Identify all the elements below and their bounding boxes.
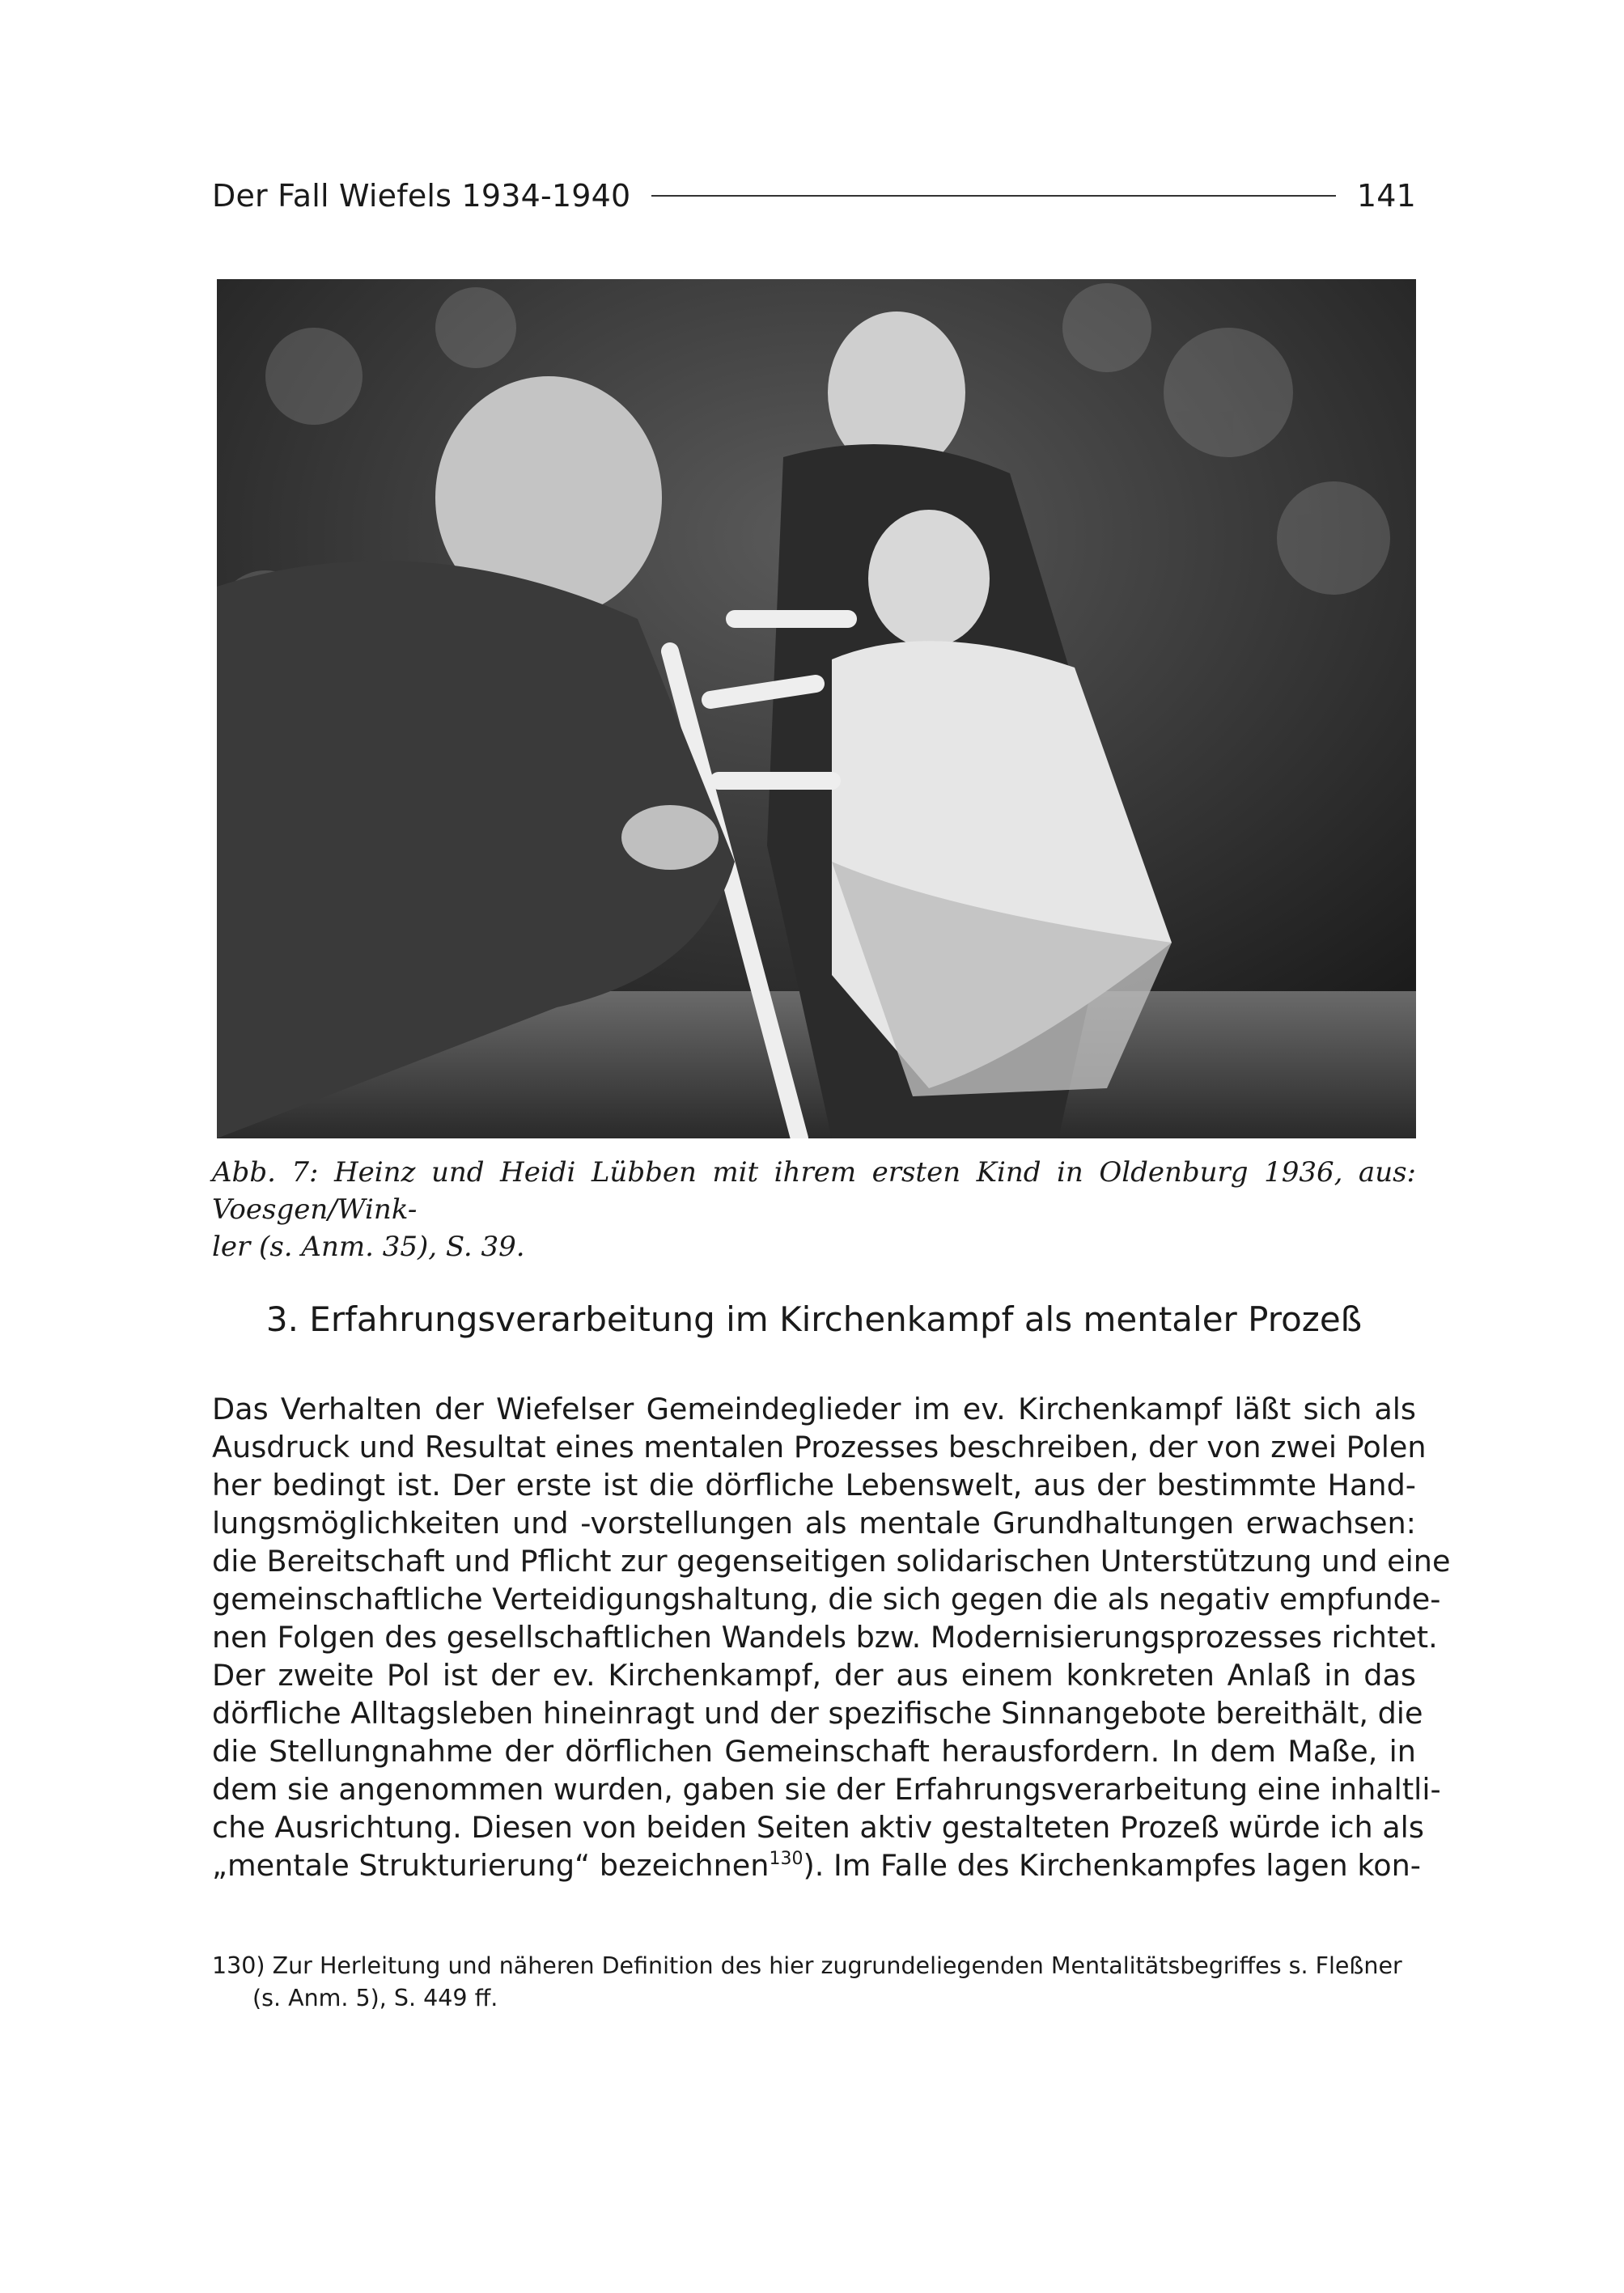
body-line: gemeinschaftliche Verteidigungshaltung, die sich gegen die als negativ empfunde-: [212, 1582, 1441, 1617]
body-line: Ausdruck und Resultat eines mentalen Prozesses beschreiben, der von zwei Polen: [212, 1430, 1427, 1464]
footnote: [212, 1950, 1416, 2015]
family-photograph: [217, 279, 1416, 1138]
figure-caption-line-2: ler (s. Anm. 35), S. 39.: [212, 1231, 525, 1263]
body-line: dörfliche Alltagsleben hineinragt und der spezifische Sinnangebote bereithält, die: [212, 1696, 1423, 1731]
footnote-line-1: 130) Zur Herleitung und näheren Definition des hier zugrundeliegenden Mentalitätsbegriffes s. Fleßner: [212, 1952, 1402, 1979]
section-heading: 3. Erfahrungsverarbeitung im Kirchenkampf als mentaler Prozeß: [265, 1299, 1363, 1339]
figure-caption: [212, 1154, 1416, 1265]
page-number: 141: [1356, 178, 1416, 214]
body-line: dem sie angenommen wurden, gaben sie der Erfahrungsverarbeitung eine inhaltli-: [212, 1772, 1441, 1807]
body-line: che Ausrichtung. Diesen von beiden Seiten aktiv gestalteten Prozeß würde ich als: [212, 1810, 1424, 1845]
body-line-last: [212, 1846, 1421, 1884]
footnote-line-2: (s. Anm. 5), S. 449 ff.: [252, 1985, 498, 2011]
body-last-line-start: „mentale Strukturierung“ bezeichnen: [212, 1848, 770, 1883]
body-line: Der zweite Pol ist der ev. Kirchenkampf, der aus einem konkreten Anlaß in das: [212, 1658, 1416, 1693]
body-paragraph: [212, 1390, 1451, 1884]
footnote-reference[interactable]: 130: [769, 1849, 804, 1869]
body-line: lungsmöglichkeiten und -vorstellungen als mentale Grundhaltungen erwachsen:: [212, 1506, 1416, 1541]
running-header-title: Der Fall Wiefels 1934-1940: [212, 178, 631, 214]
body-line: die Bereitschaft und Pflicht zur gegenseitigen solidarischen Unterstützung und eine: [212, 1544, 1451, 1579]
photograph-illustration: [217, 279, 1416, 1138]
running-header: [212, 172, 1416, 220]
body-line: Das Verhalten der Wiefelser Gemeindeglieder im ev. Kirchenkampf läßt sich als: [212, 1392, 1416, 1426]
body-line: her bedingt ist. Der erste ist die dörfliche Lebenswelt, aus der bestimmte Hand-: [212, 1468, 1416, 1503]
body-last-line-end: ). Im Falle des Kirchenkampfes lagen kon-: [803, 1848, 1421, 1883]
body-line: nen Folgen des gesellschaftlichen Wandels bzw. Modernisierungsprozesses richtet.: [212, 1620, 1438, 1655]
body-line: die Stellungnahme der dörflichen Gemeinschaft herausfordern. In dem Maße, in: [212, 1734, 1416, 1769]
header-rule: [651, 195, 1335, 197]
figure-caption-line-1: Abb. 7: Heinz und Heidi Lübben mit ihrem ersten Kind in Oldenburg 1936, aus: Voesgen/Wink-: [212, 1156, 1416, 1226]
